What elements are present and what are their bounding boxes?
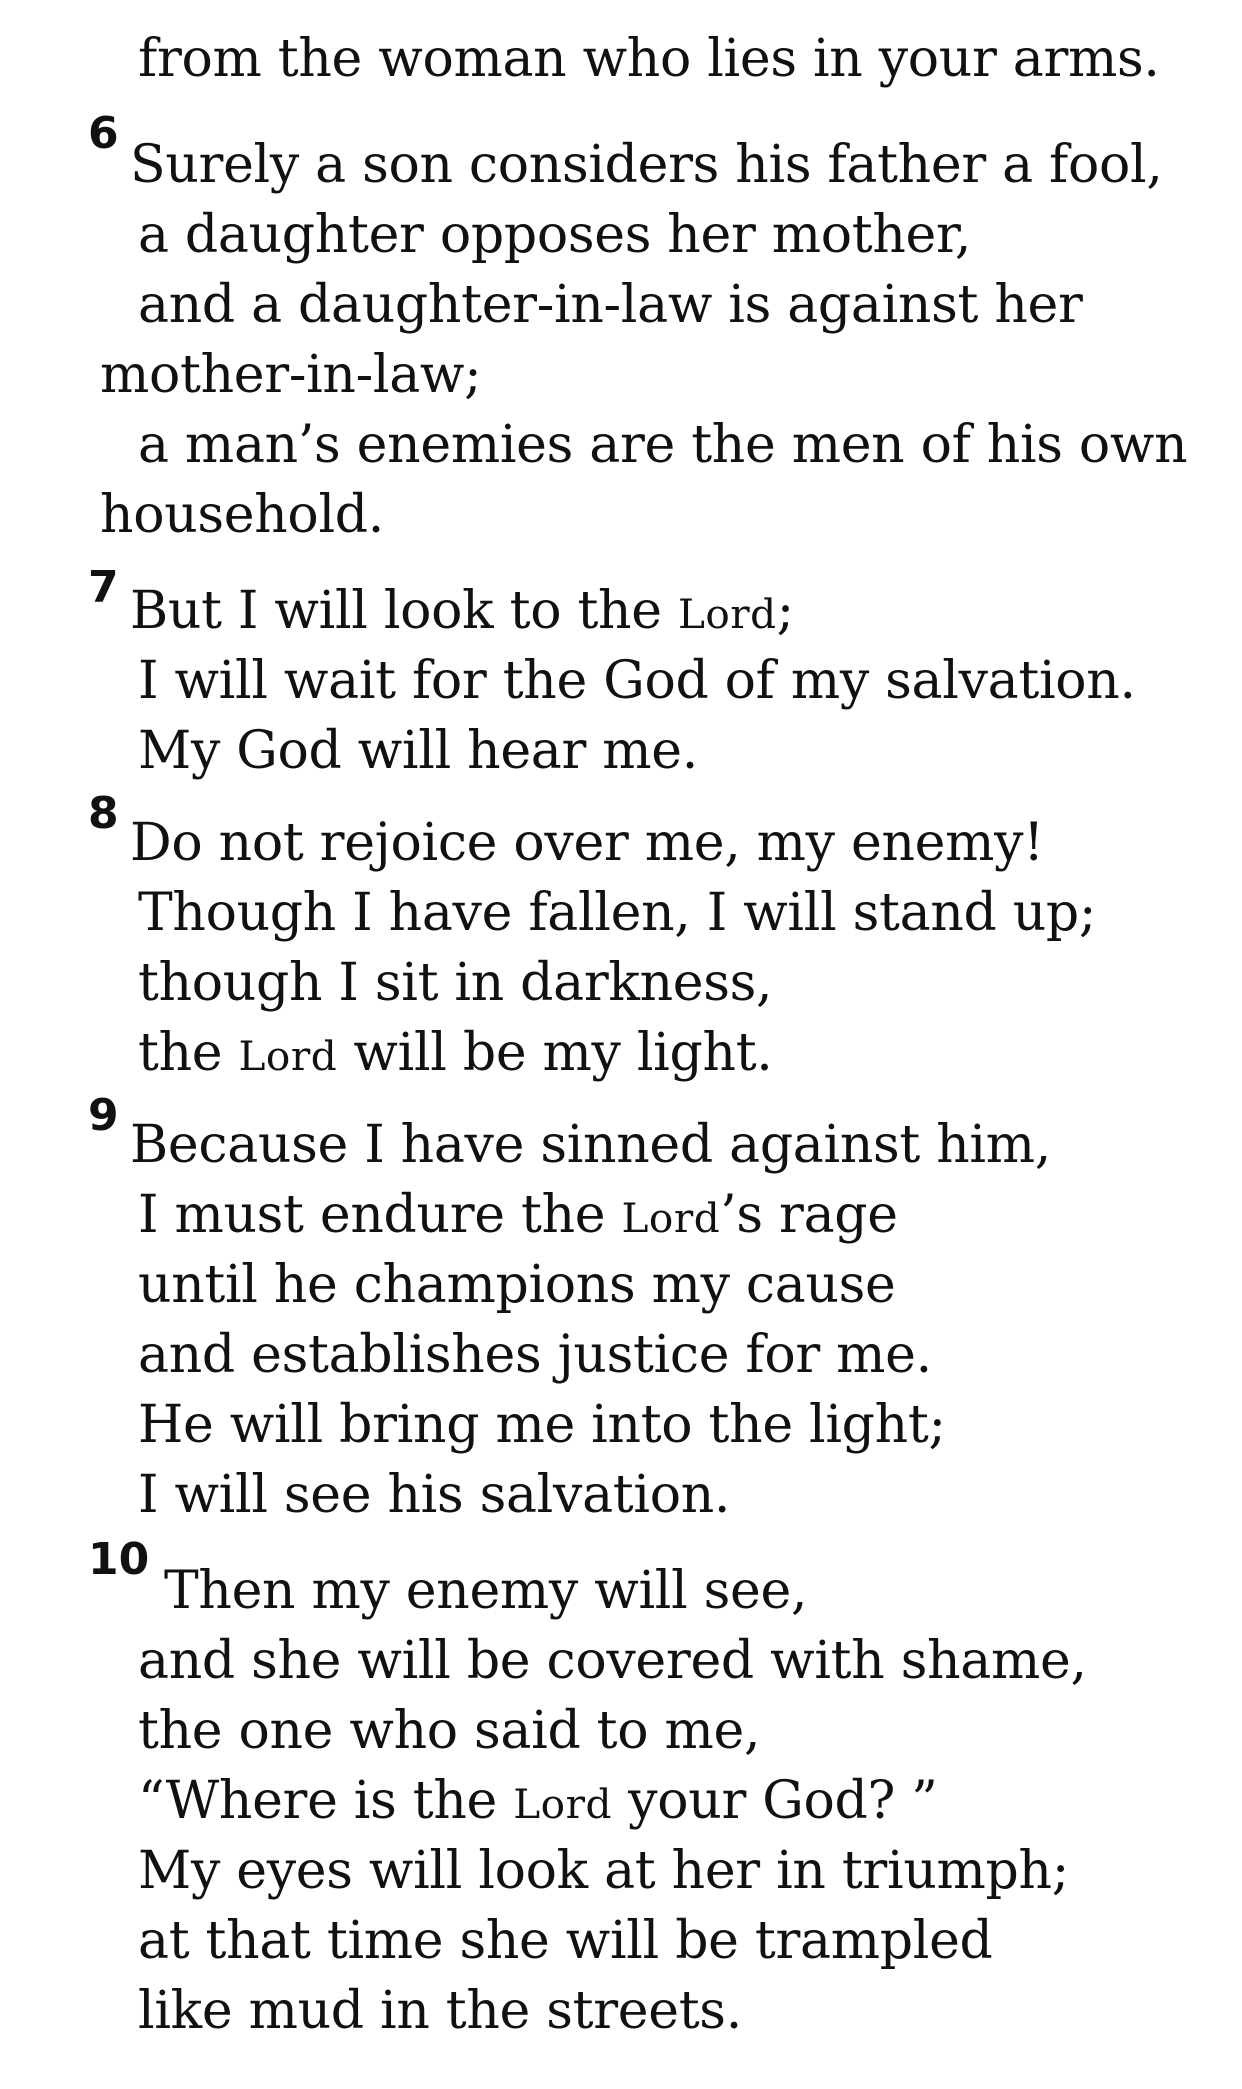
verse-9-line-1: Because I have sinned against him, bbox=[130, 1115, 1052, 1175]
verse-9-line-3: until he champions my cause bbox=[138, 1255, 896, 1315]
verse-9-line-2-tail: ’s rage bbox=[720, 1185, 898, 1245]
verse-9-line-2 bbox=[138, 1180, 898, 1253]
verse-10-line-2: and she will be covered with shame, bbox=[138, 1631, 1087, 1691]
verse-10-line-3: the one who said to me, bbox=[138, 1701, 761, 1761]
verse-number-7: 7 bbox=[88, 562, 119, 613]
lord-small-caps: Lord bbox=[238, 1032, 338, 1080]
verse-10-line-4-tail: your God? ” bbox=[611, 1771, 938, 1831]
verse-number-9: 9 bbox=[88, 1090, 119, 1141]
verse-9-line-6: I will see his salvation. bbox=[138, 1465, 731, 1525]
verse-6-line-4: mother-in-law; bbox=[100, 345, 482, 405]
lord-small-caps: Lord bbox=[621, 1194, 721, 1242]
verse-9-line-5: He will bring me into the light; bbox=[138, 1395, 946, 1455]
lord-small-caps: Lord bbox=[677, 590, 777, 638]
verse-7-line-2: I will wait for the God of my salvation. bbox=[138, 651, 1136, 711]
verse-10-line-1: Then my enemy will see, bbox=[164, 1561, 808, 1621]
verse-6-line-2: a daughter opposes her mother, bbox=[138, 205, 972, 265]
verse-6-line-5: a man’s enemies are the men of his own bbox=[138, 415, 1188, 475]
verse-6-line-3: and a daughter-in-law is against her bbox=[138, 275, 1083, 335]
verse-number-6: 6 bbox=[88, 108, 119, 159]
verse-6-line-6: household. bbox=[100, 485, 384, 545]
verse-8-line-1: Do not rejoice over me, my enemy! bbox=[130, 813, 1044, 873]
verse-6-line-1: Surely a son considers his father a fool, bbox=[130, 135, 1163, 195]
verse-5-line: from the woman who lies in your arms. bbox=[138, 29, 1160, 89]
verse-7-line-1-text: But I will look to the bbox=[130, 581, 678, 641]
verse-7-line-1 bbox=[130, 576, 794, 649]
lord-small-caps: Lord bbox=[513, 1780, 612, 1828]
verse-8-line-4-tail: will be my light. bbox=[337, 1023, 773, 1083]
verse-10-line-5: My eyes will look at her in triumph; bbox=[138, 1841, 1069, 1901]
verse-7-line-3: My God will hear me. bbox=[138, 721, 699, 781]
verse-8-line-4 bbox=[138, 1018, 773, 1091]
verse-10-line-7: like mud in the streets. bbox=[138, 1981, 742, 2041]
verse-7-line-1-tail: ; bbox=[776, 581, 794, 641]
verse-9-line-2-text: I must endure the bbox=[138, 1185, 622, 1245]
verse-number-10: 10 bbox=[88, 1534, 150, 1585]
verse-10-line-4-text: “Where is the bbox=[138, 1771, 514, 1831]
verse-number-8: 8 bbox=[88, 788, 119, 839]
verse-10-line-4 bbox=[138, 1766, 938, 1839]
verse-9-line-4: and establishes justice for me. bbox=[138, 1325, 932, 1385]
verse-8-line-2: Though I have fallen, I will stand up; bbox=[138, 883, 1097, 943]
verse-8-line-4-text: the bbox=[138, 1023, 239, 1083]
verse-8-line-3: though I sit in darkness, bbox=[138, 953, 773, 1013]
verse-10-line-6: at that time she will be trampled bbox=[138, 1911, 993, 1971]
